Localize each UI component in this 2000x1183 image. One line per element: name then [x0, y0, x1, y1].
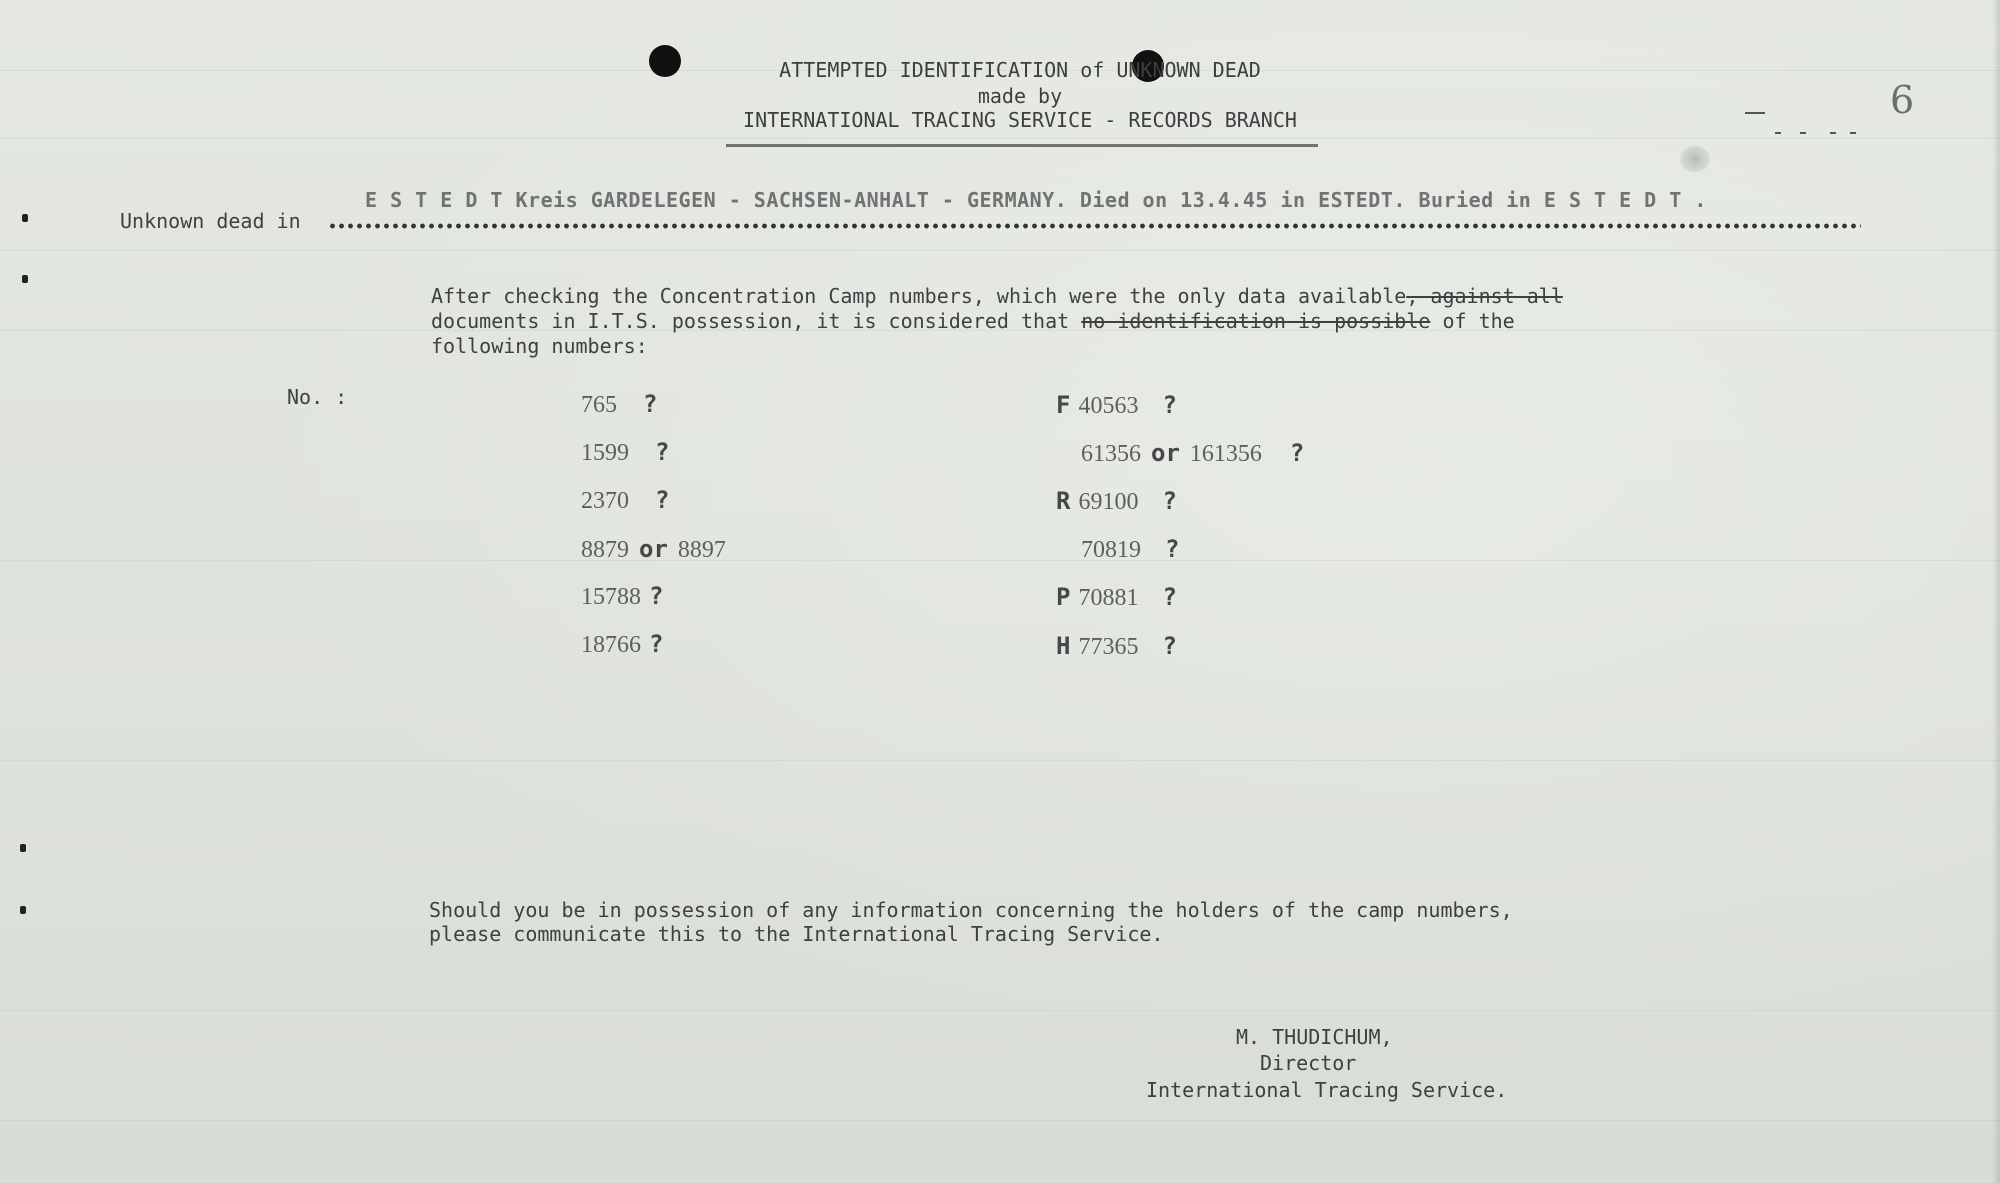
- or-connector: or: [639, 535, 668, 563]
- dash-mark: [1830, 132, 1836, 134]
- punch-hole: [649, 45, 681, 77]
- query-mark: ?: [655, 486, 670, 514]
- document-title: ATTEMPTED IDENTIFICATION of UNKNOWN DEAD: [779, 58, 1261, 82]
- sheet-edge-shadow: [1992, 0, 2000, 1183]
- made-by-line: made by: [977, 84, 1063, 108]
- dash-mark: [1745, 112, 1765, 114]
- body-line-2-struck: no identification is possible: [1081, 309, 1431, 333]
- number-alt-value: 161356: [1189, 441, 1262, 467]
- margin-mark: [20, 844, 26, 852]
- query-mark: ?: [643, 390, 658, 418]
- dash-mark: [1800, 132, 1806, 134]
- signatory-role: Director: [1260, 1051, 1357, 1075]
- query-mark: ?: [1165, 535, 1180, 563]
- title-underline: [726, 144, 1318, 147]
- number-value: 18766: [581, 632, 641, 658]
- or-connector: or: [1151, 439, 1180, 467]
- closing-line-2: please communicate this to the International Tracing Service.: [429, 922, 1164, 946]
- camp-number-left: [581, 582, 663, 611]
- number-prefix: R: [1056, 487, 1071, 515]
- camp-number-left: [581, 438, 669, 467]
- ruled-line: [0, 250, 2000, 251]
- number-value: 61356: [1081, 441, 1141, 467]
- dotted-fill-line: [328, 222, 1861, 230]
- number-value: 77365: [1078, 634, 1139, 660]
- unknown-dead-label: Unknown dead in: [120, 209, 301, 233]
- number-value: 1599: [581, 440, 629, 466]
- margin-mark: [20, 906, 26, 914]
- query-mark: ?: [1289, 439, 1305, 467]
- body-line-2-end: of the: [1430, 309, 1515, 333]
- body-line-1-start: After checking the Concentration Camp numbers, which were the only data available: [431, 284, 1407, 308]
- body-line-2: [431, 309, 1515, 334]
- paper-stain: [1680, 146, 1710, 172]
- burial-place-text: E S T E D T Kreis GARDELEGEN - SACHSEN-ANHALT - GERMANY. Died on 13.4.45 in ESTEDT. Buried in E S T E D T .: [365, 188, 1707, 212]
- margin-mark: [22, 275, 28, 283]
- number-value: 15788: [581, 584, 641, 610]
- camp-number-right: [1081, 439, 1304, 468]
- dash-mark: [1775, 132, 1781, 134]
- query-mark: ?: [655, 438, 670, 466]
- number-value: 40563: [1078, 393, 1139, 419]
- query-mark: ?: [649, 582, 664, 610]
- number-prefix: F: [1056, 391, 1071, 419]
- ruled-line: [0, 1010, 2000, 1011]
- camp-number-left: [581, 535, 726, 564]
- margin-mark: [22, 214, 28, 222]
- signatory-organisation: International Tracing Service.: [1146, 1078, 1508, 1102]
- number-value: 2370: [581, 488, 629, 514]
- body-line-3: following numbers:: [431, 334, 648, 358]
- signatory-name: M. THUDICHUM,: [1236, 1025, 1393, 1049]
- camp-number-left: [581, 630, 663, 659]
- numbers-label: No. :: [287, 385, 348, 409]
- dash-mark: [1850, 132, 1856, 134]
- camp-number-right: [1056, 487, 1177, 516]
- number-alt-value: 8897: [677, 537, 726, 563]
- number-value: 70819: [1081, 537, 1141, 563]
- ruled-line: [0, 760, 2000, 761]
- camp-number-left: [581, 390, 657, 419]
- query-mark: ?: [1162, 487, 1177, 515]
- camp-number-left: [581, 486, 669, 515]
- query-mark: ?: [1162, 391, 1177, 419]
- query-mark: ?: [1162, 583, 1177, 611]
- number-value: 69100: [1078, 489, 1139, 515]
- ruled-line: [0, 138, 2000, 139]
- closing-line-1: Should you be in possession of any information concerning the holders of the camp numbers,: [429, 898, 1513, 922]
- number-value: 8879: [581, 537, 629, 563]
- query-mark: ?: [649, 630, 664, 658]
- camp-number-right: [1081, 535, 1179, 564]
- number-prefix: H: [1056, 632, 1071, 660]
- number-value: 70881: [1078, 585, 1139, 611]
- camp-number-right: [1056, 583, 1177, 612]
- page-number: 6: [1890, 78, 1915, 122]
- camp-number-right: [1056, 391, 1177, 420]
- camp-number-right: [1056, 632, 1177, 661]
- body-line-2-start: documents in I.T.S. possession, it is considered that: [431, 309, 1082, 333]
- number-value: 765: [581, 392, 617, 418]
- body-line-1: [431, 284, 1563, 309]
- ruled-line: [0, 560, 2000, 561]
- ruled-line: [0, 1120, 2000, 1121]
- organisation-line: INTERNATIONAL TRACING SERVICE - RECORDS BRANCH: [743, 108, 1297, 132]
- query-mark: ?: [1162, 632, 1177, 660]
- body-line-1-struck: , against all: [1406, 284, 1563, 308]
- number-prefix: P: [1056, 583, 1071, 611]
